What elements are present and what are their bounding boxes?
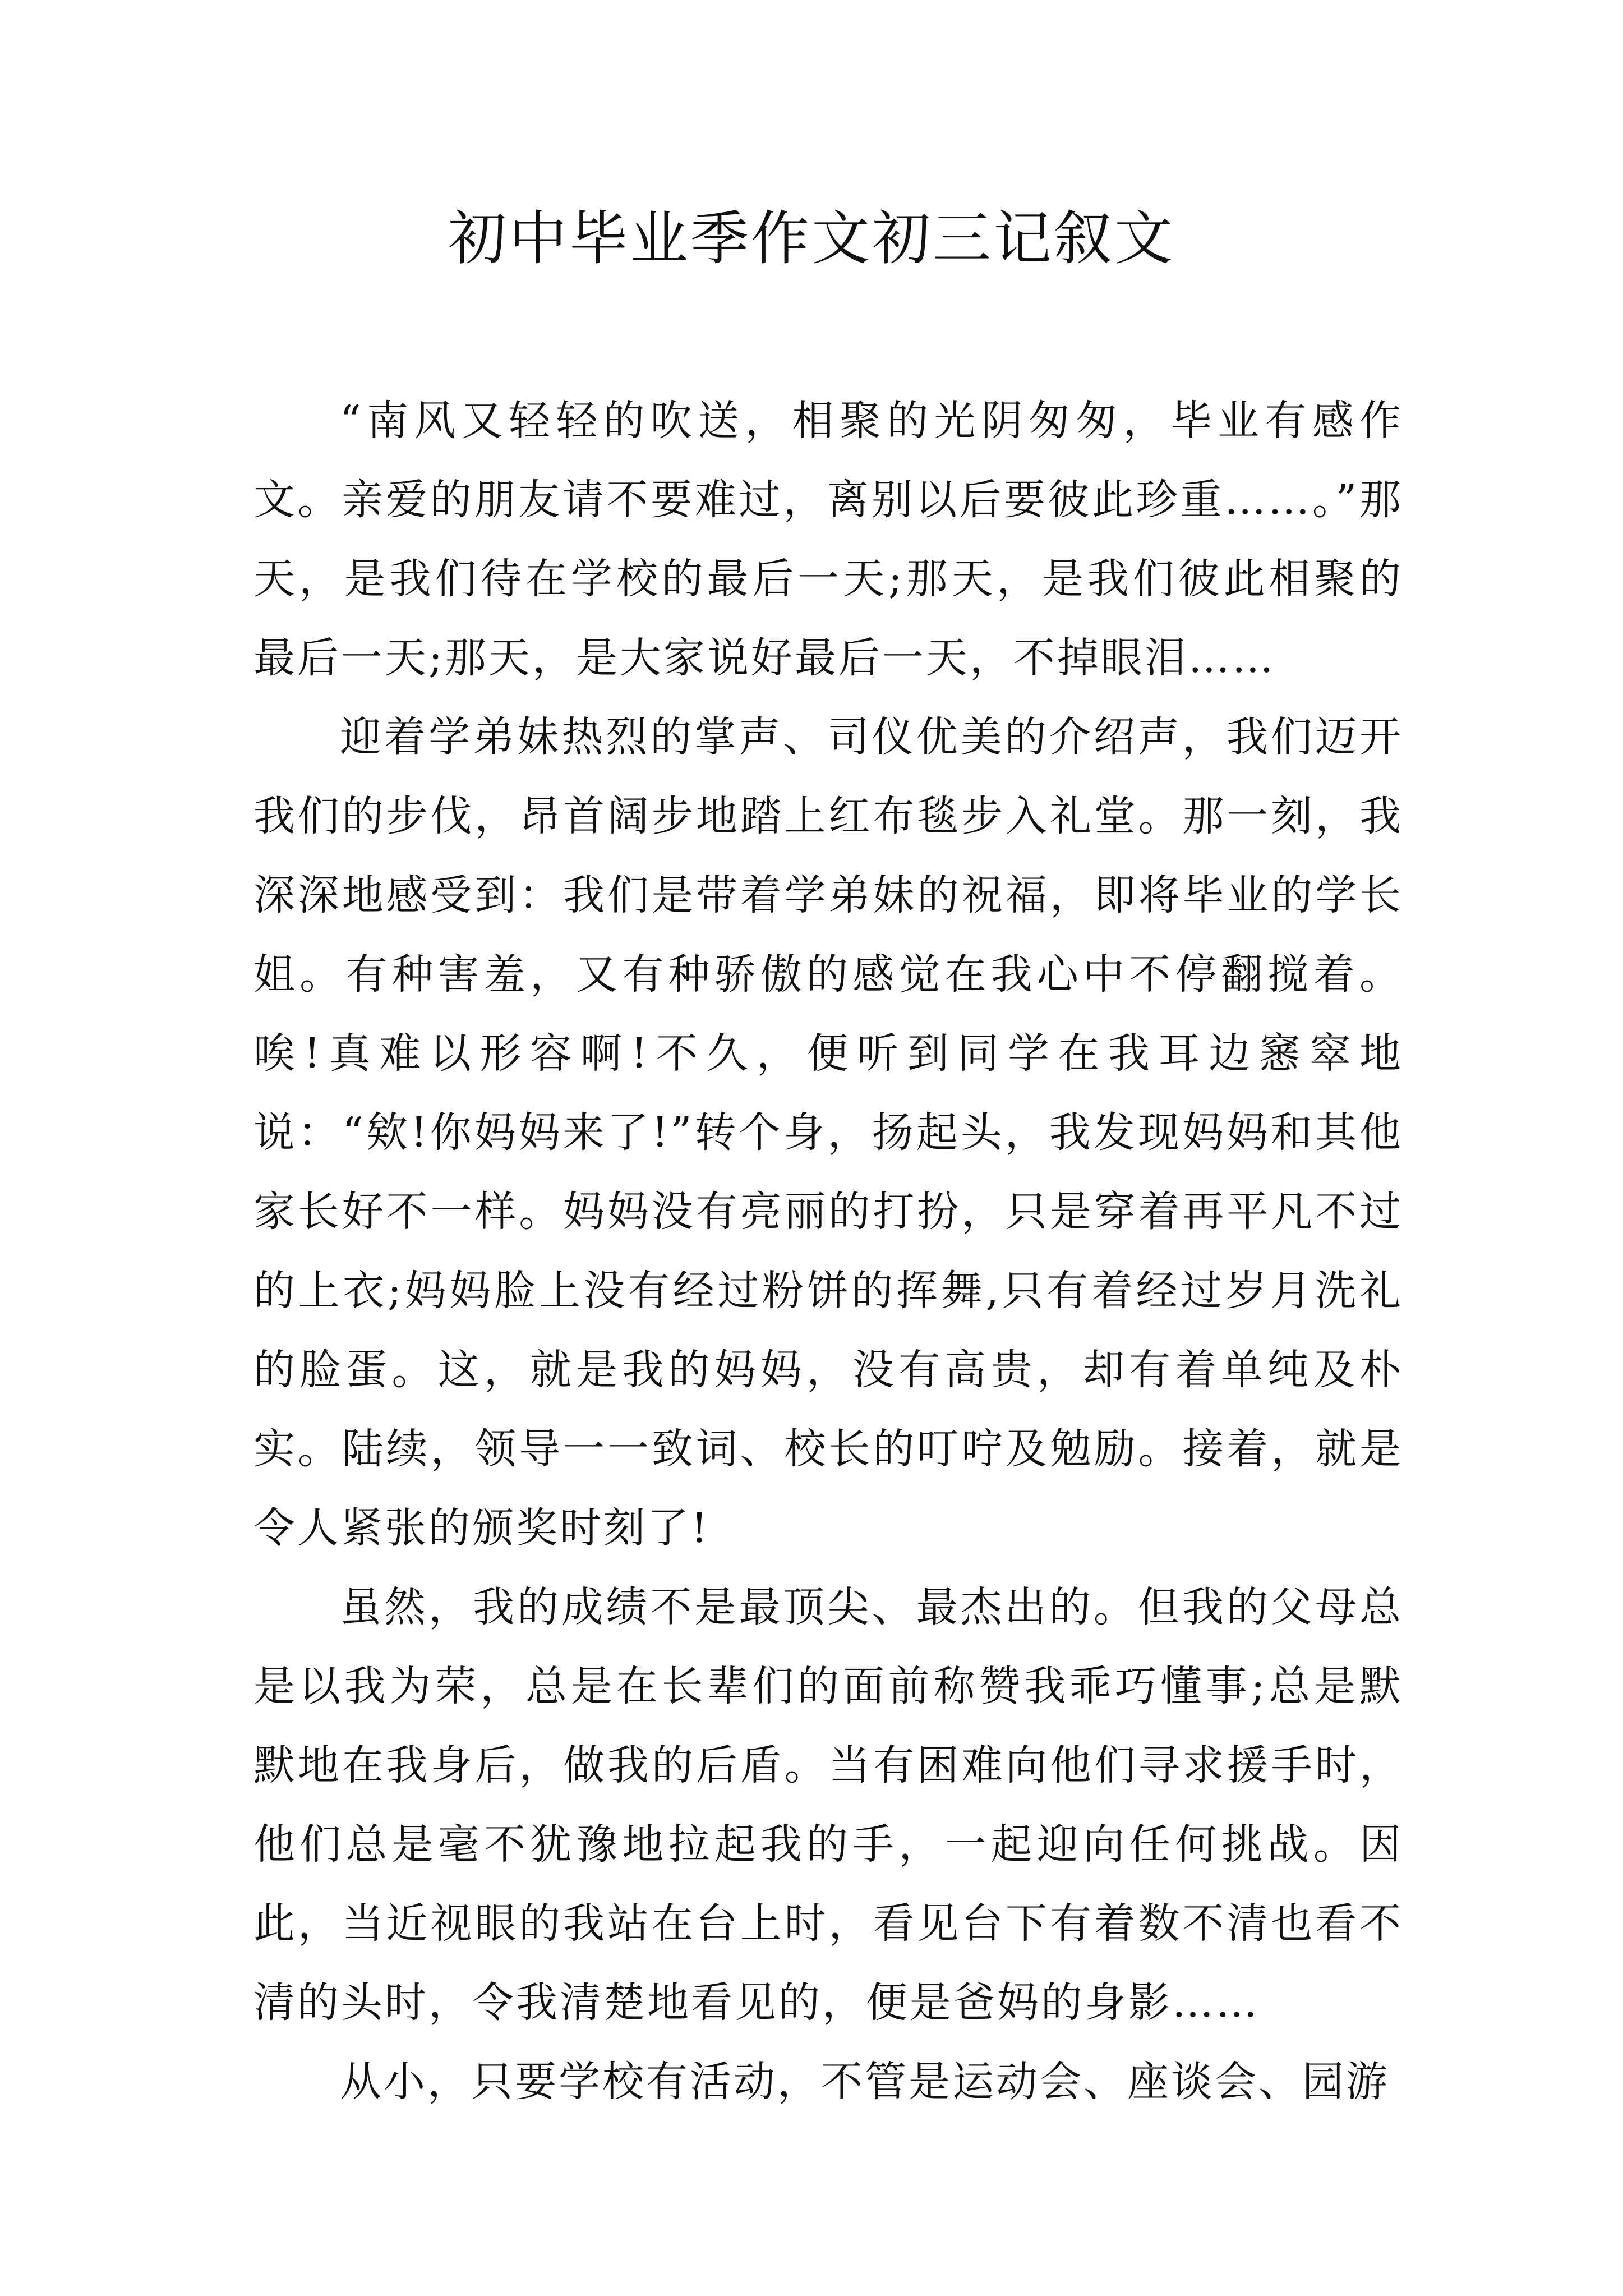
document-body: [253, 381, 1403, 2122]
document-title: 初中毕业季作文初三记叙文: [448, 204, 1175, 273]
paragraph-1: “南风又轻轻的吹送，相聚的光阴匆匆，毕业有感作文。亲爱的朋友请不要难过，离别以后要彼此珍重……。”那天，是我们待在学校的最后一天;那天，是我们彼此相聚的最后一天;那天，是大家说好最后一天，不掉眼泪……: [253, 397, 1403, 682]
paragraph-4: 从小，只要学校有活动，不管是运动会、座谈会、园游: [340, 2058, 1390, 2106]
paragraph-3: 虽然，我的成绩不是最顶尖、最杰出的。但我的父母总是以我为荣，总是在长辈们的面前称赞我乖巧懂事;总是默默地在我身后，做我的后盾。当有困难向他们寻求援手时，他们总是毫不犹豫地拉起我的手，一起迎向任何挑战。因此，当近视眼的我站在台上时，看见台下有着数不清也看不清的头时，令我清楚地看见的，便是爸妈的身影……: [253, 1583, 1403, 2027]
paragraph-2: 迎着学弟妹热烈的掌声、司仪优美的介绍声，我们迈开我们的步伐，昂首阔步地踏上红布毯步入礼堂。那一刻，我深深地感受到：我们是带着学弟妹的祝福，即将毕业的学长姐。有种害羞，又有种骄傲的感觉在我心中不停翻搅着。唉!真难以形容啊!不久，便听到同学在我耳边窸窣地说：“欸!你妈妈来了!”转个身，扬起头，我发现妈妈和其他家长好不一样。妈妈没有亮丽的打扮，只是穿着再平凡不过的上衣;妈妈脸上没有经过粉饼的挥舞,只有着经过岁月洗礼的脸蛋。这，就是我的妈妈，没有高贵，却有着单纯及朴实。陆续，领导一一致词、校长的叮咛及勉励。接着，就是令人紧张的颁奖时刻了!: [253, 713, 1403, 1552]
